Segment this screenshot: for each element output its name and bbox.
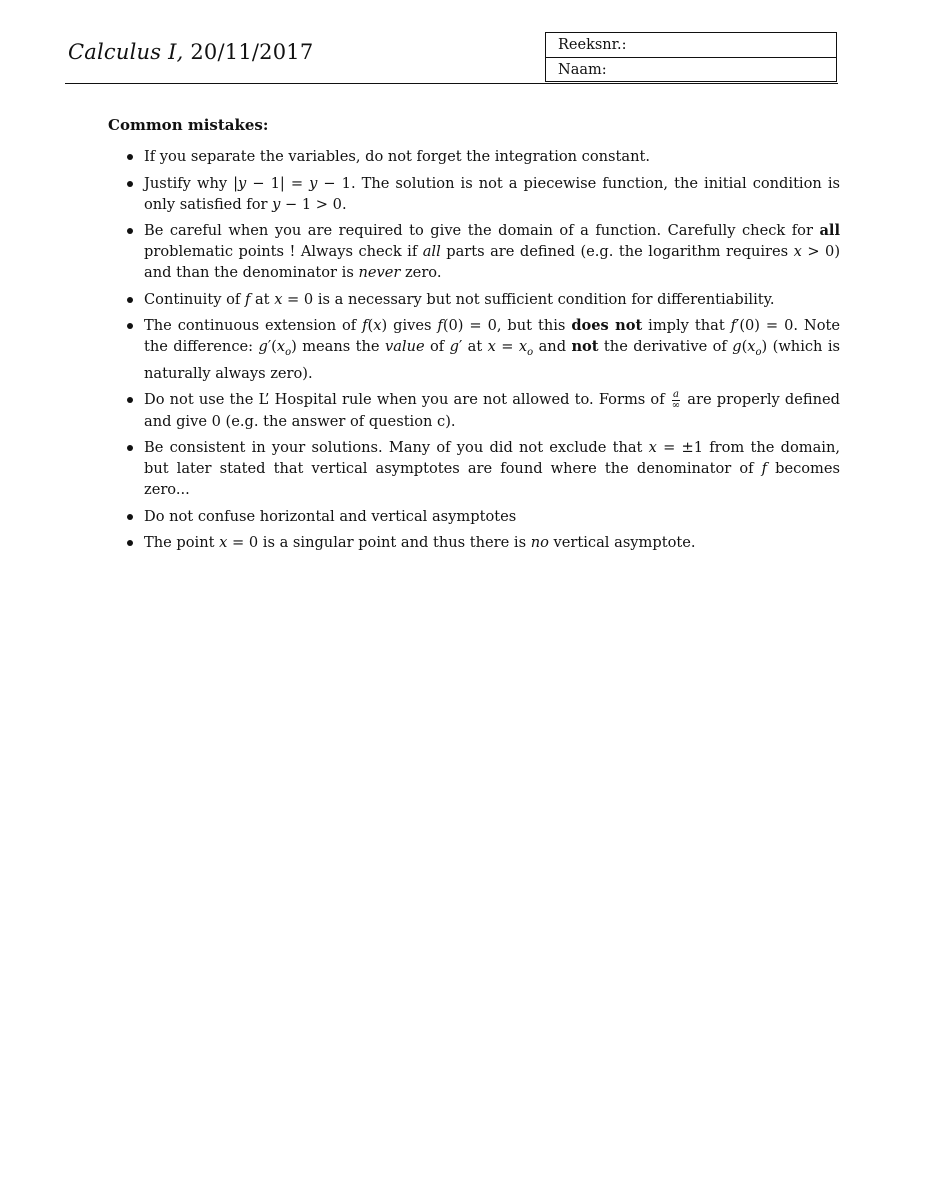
- item-text: vertical asymptote.: [548, 534, 696, 552]
- math-var: x: [373, 317, 382, 334]
- math-var: x: [276, 338, 286, 355]
- item-text: Do not use the L’ Hospital rule when you are not allowed to. Forms of: [144, 391, 670, 409]
- item-text: = ±1 from the domain, but later stated that vertical asymptotes are found where the denominator of: [144, 439, 840, 478]
- exam-date: 20/11/2017: [190, 40, 314, 64]
- math-var: g: [732, 338, 742, 355]
- item-text: problematic points ! Always check if: [144, 243, 423, 260]
- math-var: x: [219, 534, 228, 552]
- item-text: the derivative of: [598, 338, 733, 355]
- emphasis-bold: not: [571, 338, 599, 355]
- item-text: ) (which is naturally always zero).: [144, 338, 841, 382]
- student-id-box: [545, 32, 837, 82]
- emphasis-bold: does not: [571, 317, 643, 334]
- series-number-field: Reeksnr.:: [546, 33, 836, 58]
- item-text: The point: [144, 534, 220, 552]
- item-text: The continuous extension of: [144, 317, 363, 334]
- item-text: are properly defined and give 0 (e.g. the answer of question c).: [144, 391, 840, 430]
- mistake-item: [144, 532, 840, 553]
- math-var: value: [384, 338, 425, 355]
- item-text: (: [741, 338, 748, 355]
- item-text: − 1. The solution is not a piecewise function, the initial condition is only satisfied for: [144, 174, 840, 213]
- math-var: f: [730, 317, 737, 334]
- math-var: x: [518, 338, 528, 355]
- subscript: o: [285, 346, 292, 358]
- math-var: f: [244, 290, 251, 308]
- mistake-item: [144, 173, 840, 215]
- item-text: becomes zero...: [144, 460, 840, 499]
- math-var: x: [793, 243, 802, 260]
- math-var: never: [358, 264, 401, 281]
- item-text: (: [367, 317, 374, 334]
- item-text: zero.: [400, 264, 442, 281]
- math-var: f: [362, 317, 368, 334]
- course-title: [68, 40, 313, 64]
- mistakes-list: [144, 146, 840, 559]
- item-text: = 0 is a singular point and thus there is: [227, 534, 531, 552]
- item-text: > 0) and than the denominator is: [144, 243, 841, 281]
- item-text: (0) = 0, but this: [442, 317, 572, 334]
- subscript: o: [527, 346, 534, 358]
- item-text: ′(: [267, 338, 277, 355]
- math-var: all: [422, 243, 441, 260]
- math-var: f: [761, 460, 768, 478]
- math-var: y: [309, 174, 318, 192]
- math-var: f: [437, 317, 443, 334]
- mistake-item: [144, 506, 840, 527]
- item-text: If you separate the variables, do not forget the integration constant.: [144, 148, 650, 165]
- math-var: x: [747, 338, 756, 355]
- math-var: y: [272, 195, 281, 213]
- course-name: Calculus I,: [68, 40, 184, 64]
- item-text: ) means the: [291, 338, 385, 355]
- item-text: parts are defined (e.g. the logarithm requires: [440, 243, 794, 260]
- mistake-item: [144, 220, 840, 283]
- subscript: o: [755, 346, 762, 358]
- math-var: y: [238, 174, 247, 192]
- item-text: =: [495, 338, 519, 355]
- section-heading: Common mistakes:: [108, 116, 269, 134]
- math-var: g: [258, 338, 268, 355]
- emphasis-bold: all: [819, 222, 840, 239]
- item-text: Continuity of: [144, 290, 245, 308]
- mistake-item: [144, 146, 840, 167]
- name-field: Naam:: [558, 62, 607, 78]
- item-text: Justify why |: [144, 174, 239, 192]
- math-var: x: [487, 338, 496, 355]
- math-var: x: [274, 290, 283, 308]
- math-var: x: [648, 439, 657, 457]
- item-text: − 1 > 0.: [280, 195, 347, 213]
- math-var: g: [449, 338, 459, 355]
- fraction: $\frac{a}{\infty}$: [671, 388, 681, 411]
- item-text: ′(0) = 0. Note the difference:: [144, 317, 840, 355]
- item-text: and: [533, 338, 572, 355]
- item-text: ) gives: [381, 317, 438, 334]
- item-text: = 0 is a necessary but not sufficient condition for differentiability.: [282, 290, 775, 308]
- mistake-item: [144, 315, 840, 384]
- item-text: ′ at: [458, 338, 488, 355]
- math-var: no: [530, 534, 549, 552]
- header-divider: [65, 83, 838, 84]
- mistake-item: [144, 289, 840, 310]
- item-text: Be careful when you are required to give the domain of a function. Carefully check for: [144, 222, 820, 239]
- item-text: Be consistent in your solutions. Many of you did not exclude that: [144, 439, 649, 457]
- item-text: imply that: [642, 317, 731, 334]
- item-text: of: [424, 338, 450, 355]
- item-text: Do not confuse horizontal and vertical asymptotes: [144, 507, 517, 525]
- mistake-item: [144, 389, 840, 432]
- item-text: at: [250, 290, 275, 308]
- item-text: − 1| =: [246, 174, 310, 192]
- mistake-item: [144, 437, 840, 500]
